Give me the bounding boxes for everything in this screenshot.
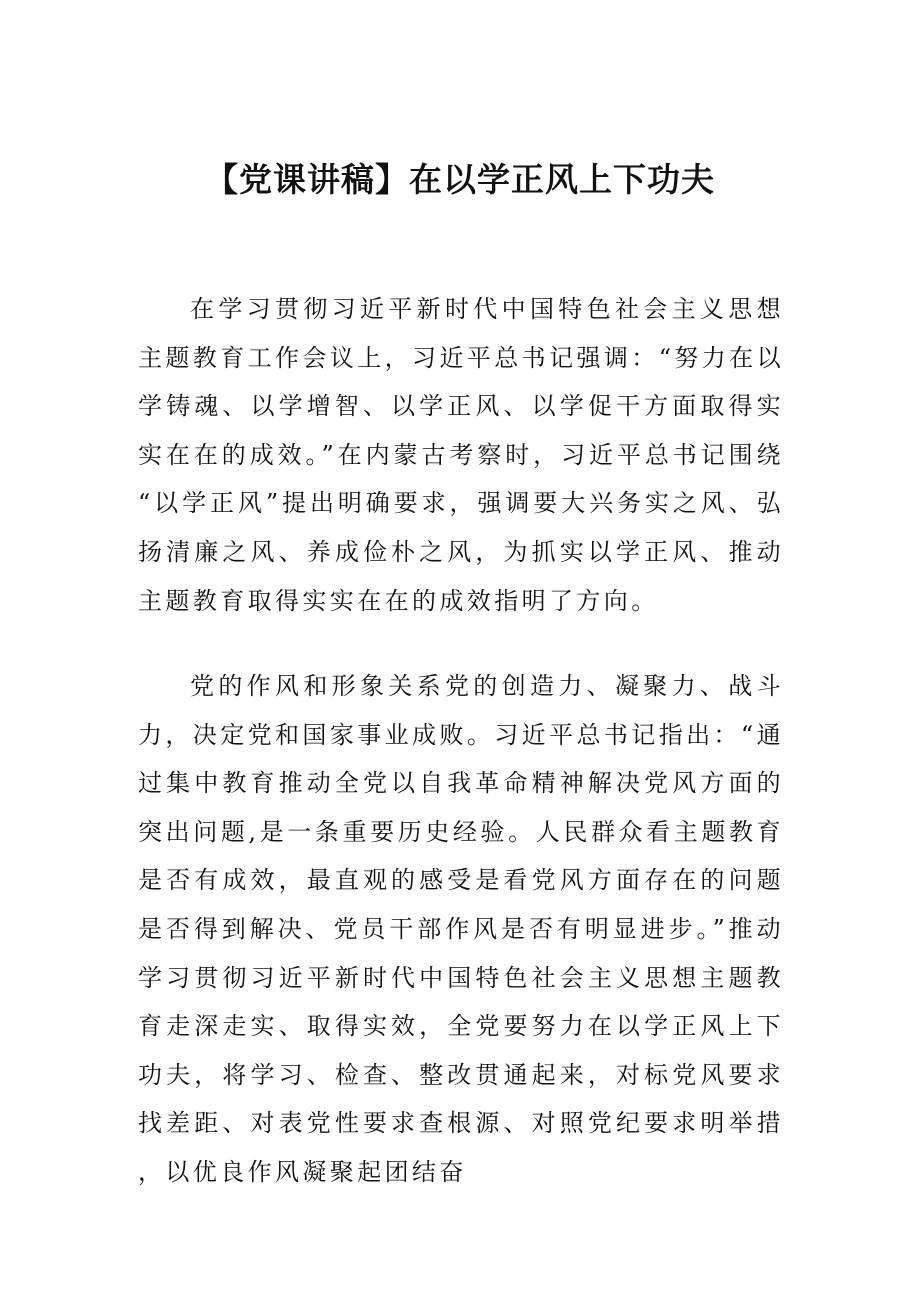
paragraph-2: 党的作风和形象关系党的创造力、凝聚力、战斗力，决定党和国家事业成败。习近平总书记指出：“通过集中教育推动全党以自我革命精神解决党风方面的突出问题,是一条重要历史经验。人民群众看主题教育是否有成效，最直观的感受是看党风方面存在的问题是否得到解决、党员干部作风是否有明显进步。”推动学习贯彻习近平新时代中国特色社会主义思想主题教育走深走实、取得实效，全党要努力在以学正风上下功夫，将学习、检查、整改贯通起来，对标党风要求找差距、对表党性要求查根源、对照党纪要求明举措，以优良作风凝聚起团结奋 (138, 672, 784, 1186)
document-title: 【党课讲稿】在以学正风上下功夫 (205, 160, 715, 199)
paragraph-1: 在学习贯彻习近平新时代中国特色社会主义思想主题教育工作会议上，习近平总书记强调：“努力在以学铸魂、以学增智、以学正风、以学促干方面取得实实在在的成效。”在内蒙古考察时，习近平总书记围绕“以学正风”提出明确要求，强调要大兴务实之风、弘扬清廉之风、养成俭朴之风，为抓实以学正风、推动主题教育取得实实在在的成效指明了方向。 (138, 295, 784, 615)
